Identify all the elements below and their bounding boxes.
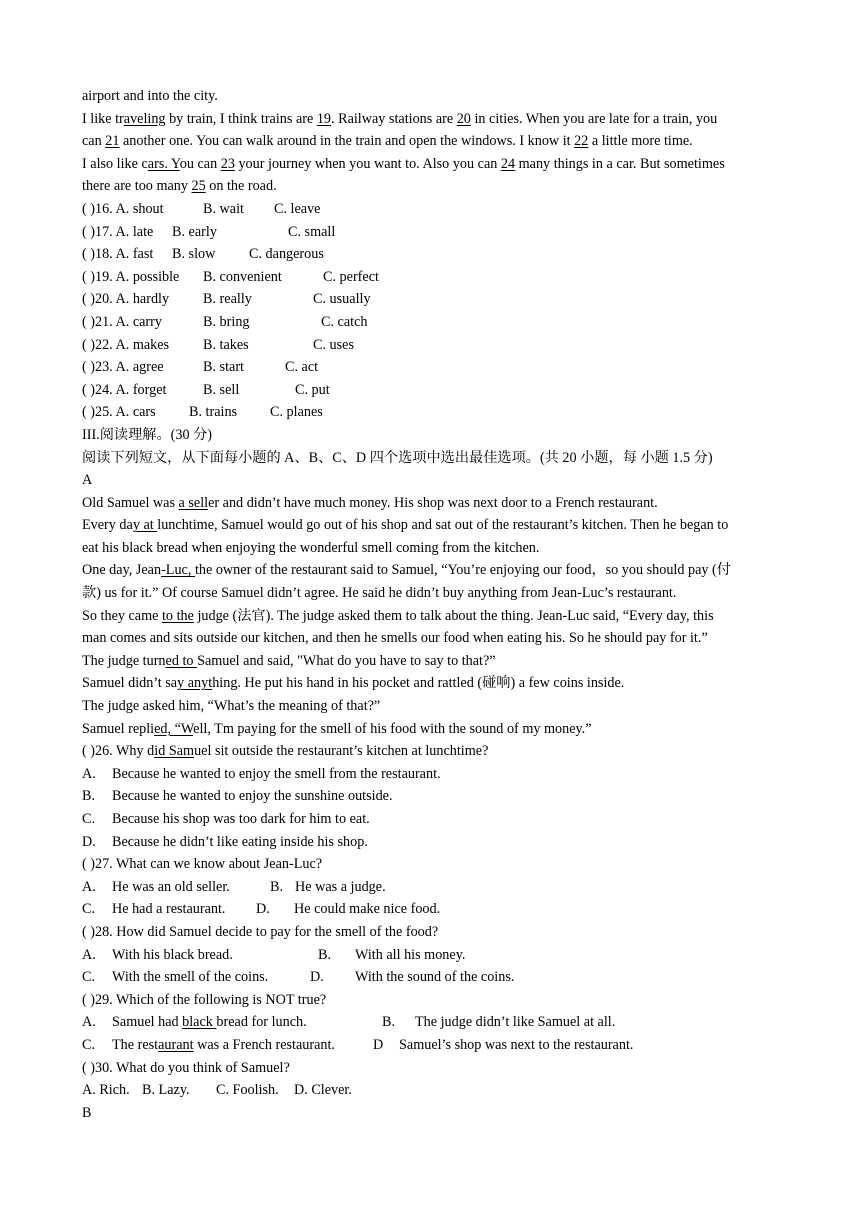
text: . Railway stations are xyxy=(331,110,457,127)
text: Samuel and said, "What do you have to say to that?” xyxy=(197,652,496,669)
reading-question: ( )28. How did Samuel decide to pay for the smell of the food? xyxy=(82,923,439,940)
underlined-text: id Sam xyxy=(154,743,195,760)
option-letter: C. xyxy=(82,969,96,986)
text: Every da xyxy=(82,517,133,534)
answer-option-row xyxy=(82,1011,782,1034)
option-letter: A. xyxy=(82,946,96,963)
answer-option xyxy=(82,785,782,808)
reading-question: ( )27. What can we know about Jean-Luc? xyxy=(82,856,323,873)
answer-option-row xyxy=(82,944,782,967)
text: ell, Tm paying for the smell of his food with the sound of my money.” xyxy=(193,720,592,737)
answer-option xyxy=(82,763,782,786)
option-b: B. really xyxy=(203,291,252,308)
underlined-text: ars. Y xyxy=(147,155,180,172)
underlined-text: black xyxy=(182,1014,217,1031)
option-c: C. act xyxy=(285,359,319,376)
text: Samuel didn’t sa xyxy=(82,675,178,692)
option-text: The judge didn’t like Samuel at all. xyxy=(415,1014,616,1031)
underlined-text: -Luc, xyxy=(161,562,195,579)
option-c: C. small xyxy=(288,223,336,240)
question-option-a: ( )22. A. makes xyxy=(82,336,170,353)
passage-line xyxy=(82,605,782,628)
passage-line: 款) us for it.” Of course Samuel didn’t agree. He said he didn’t buy anything from Jean-Luc’s restaurant. xyxy=(82,585,677,602)
option-b: B. early xyxy=(172,223,217,240)
option-text: He was an old seller. xyxy=(112,878,230,895)
option-c: C. catch xyxy=(321,313,368,330)
option-text: With the sound of the coins. xyxy=(355,969,515,986)
option-text: was a French restaurant. xyxy=(193,1036,335,1053)
answer-option xyxy=(82,808,782,831)
text: ( )26. Why d xyxy=(82,743,155,760)
passage-label: A xyxy=(82,472,93,489)
cloze-question xyxy=(82,356,782,379)
reading-question xyxy=(82,740,782,763)
text: I like tr xyxy=(82,110,124,127)
text: the owner of the restaurant said to Samuel, “You’re enjoying our food，so you should pay (付 xyxy=(194,562,731,579)
text: Old Samuel was xyxy=(82,494,179,511)
option-text: He was a judge. xyxy=(295,878,386,895)
option-letter: D. xyxy=(310,969,324,986)
passage-line xyxy=(82,492,782,515)
option-letter: A. xyxy=(82,765,96,782)
option-c: C. put xyxy=(295,381,330,398)
option-c: C. usually xyxy=(313,291,371,308)
option-b: B. takes xyxy=(203,336,249,353)
option-text: Because he wanted to enjoy the smell from the restaurant. xyxy=(112,765,441,782)
cloze-question xyxy=(82,243,782,266)
underlined-text: a sell xyxy=(178,494,209,511)
passage-line: airport and into the city. xyxy=(82,88,218,104)
question-option-a: ( )16. A. shout xyxy=(82,200,164,217)
option-letter: D xyxy=(373,1036,384,1053)
blank-number: 22 xyxy=(574,133,589,150)
option-text: With all his money. xyxy=(355,946,466,963)
cloze-question xyxy=(82,266,782,289)
answer-option-row xyxy=(82,898,782,921)
text: Samuel repli xyxy=(82,720,155,737)
text: So they came xyxy=(82,607,162,624)
option-text: Because his shop was too dark for him to eat. xyxy=(112,811,370,827)
answer-option xyxy=(82,831,782,854)
cloze-question xyxy=(82,401,782,424)
option-letter: B. xyxy=(382,1014,396,1031)
passage-line: man comes and sits outside our kitchen, and then he smells our food when eating his. So he should pay for it.” xyxy=(82,630,708,647)
text: The judge turn xyxy=(82,652,166,669)
option-text: With the smell of the coins. xyxy=(112,969,269,986)
reading-question: ( )30. What do you think of Samuel? xyxy=(82,1059,290,1076)
option-letter: A. xyxy=(82,878,96,895)
text: in cities. When you are late for a train, you xyxy=(470,110,718,127)
passage-line xyxy=(82,108,782,131)
underlined-text: ed, “W xyxy=(154,720,194,737)
option-text: Samuel’s shop was next to the restaurant. xyxy=(399,1036,634,1053)
section-instruction: 阅读下列短文，从下面每小题的 A、B、C、D 四个选项中选出最佳选项。(共 20 小题，每 小题 1.5 分) xyxy=(82,449,713,466)
option-text: bread for lunch. xyxy=(216,1014,307,1031)
option-b: B. slow xyxy=(172,246,216,263)
cloze-question xyxy=(82,288,782,311)
passage-line xyxy=(82,130,782,153)
question-option-a: ( )24. A. forget xyxy=(82,381,167,398)
option-letter: C. xyxy=(82,901,96,918)
blank-number: 23 xyxy=(220,155,235,172)
text: your journey when you want to. Also you can xyxy=(234,155,501,172)
option-c: C. Foolish. xyxy=(216,1082,279,1099)
blank-number: 25 xyxy=(191,178,206,195)
cloze-question xyxy=(82,221,782,244)
option-b: B. sell xyxy=(203,381,240,398)
option-letter: D. xyxy=(256,901,270,918)
option-letter: D. xyxy=(82,833,96,850)
passage-line xyxy=(82,175,782,198)
option-b: B. bring xyxy=(203,313,250,330)
text: many things in a car. But sometimes xyxy=(515,155,725,172)
option-text: He had a restaurant. xyxy=(112,901,226,918)
section-heading: III.阅读理解。(30 分) xyxy=(82,426,213,443)
option-text: The rest xyxy=(112,1036,159,1053)
exam-page xyxy=(82,85,782,1124)
underlined-text: y at xyxy=(132,517,158,534)
passage-label: B xyxy=(82,1104,92,1121)
text: another one. You can walk around in the train and open the windows. I know it xyxy=(119,133,575,150)
option-b: B. Lazy. xyxy=(142,1082,190,1099)
underlined-text: to the xyxy=(161,607,194,624)
option-letter: B. xyxy=(270,878,284,895)
text: there are too many xyxy=(82,178,192,195)
cloze-question xyxy=(82,379,782,402)
option-c: C. leave xyxy=(274,200,321,217)
cloze-question xyxy=(82,334,782,357)
option-d: D. Clever. xyxy=(294,1082,352,1099)
question-option-a: ( )20. A. hardly xyxy=(82,291,170,308)
blank-number: 24 xyxy=(500,155,516,172)
cloze-question xyxy=(82,198,782,221)
text: uel sit outside the restaurant’s kitchen at lunchtime? xyxy=(194,743,489,760)
blank-number: 20 xyxy=(456,110,471,127)
question-option-a: ( )18. A. fast xyxy=(82,246,154,263)
text: judge (法官). The judge asked them to talk about the thing. Jean-Luc said, “Every day, this xyxy=(193,607,714,624)
option-c: C. perfect xyxy=(323,268,379,285)
passage-line xyxy=(82,153,782,176)
underlined-text: aveling xyxy=(123,110,166,127)
text: a little more time. xyxy=(588,133,693,150)
text: One day, Jean xyxy=(82,562,162,579)
option-text: With his black bread. xyxy=(112,946,233,963)
option-letter: C. xyxy=(82,811,96,827)
option-c: C. uses xyxy=(313,336,354,353)
blank-number: 19 xyxy=(316,110,332,127)
text: lunchtime, Samuel would go out of his shop and sat out of the restaurant’s kitchen. Then he began to xyxy=(157,517,729,534)
question-option-a: ( )25. A. cars xyxy=(82,404,156,421)
option-letter: B. xyxy=(82,788,96,805)
option-a: A. Rich. xyxy=(82,1082,130,1099)
option-b: B. trains xyxy=(189,404,238,421)
blank-number: 21 xyxy=(105,133,120,150)
passage-line: The judge asked him, “What’s the meaning of that?” xyxy=(82,698,381,715)
underlined-text: ed to xyxy=(165,652,198,669)
option-text: Samuel had xyxy=(112,1014,183,1031)
text: I also like c xyxy=(82,155,148,172)
option-b: B. wait xyxy=(203,200,244,217)
option-b: B. start xyxy=(203,359,244,376)
underlined-text: aurant xyxy=(158,1036,194,1053)
text: ou can xyxy=(179,155,221,172)
option-text: Because he wanted to enjoy the sunshine outside. xyxy=(112,788,393,805)
passage-line xyxy=(82,718,782,741)
answer-option-row xyxy=(82,876,782,899)
question-option-a: ( )17. A. late xyxy=(82,223,154,240)
option-letter: C. xyxy=(82,1036,96,1053)
option-b: B. convenient xyxy=(203,268,282,285)
passage-line xyxy=(82,672,782,695)
passage-line xyxy=(82,650,782,673)
text: can xyxy=(82,133,106,150)
option-c: C. planes xyxy=(270,404,323,421)
passage-line: eat his black bread when enjoying the wonderful smell coming from the kitchen. xyxy=(82,539,540,556)
passage-line xyxy=(82,514,782,537)
reading-question: ( )29. Which of the following is NOT true? xyxy=(82,991,327,1008)
answer-option-row xyxy=(82,1034,782,1057)
question-option-a: ( )23. A. agree xyxy=(82,359,164,376)
text: hing. He put his hand in his pocket and rattled (碰响) a few coins inside. xyxy=(212,675,625,692)
cloze-question xyxy=(82,311,782,334)
text: on the road. xyxy=(205,178,277,195)
question-option-a: ( )21. A. carry xyxy=(82,313,162,330)
option-c: C. dangerous xyxy=(249,246,324,263)
question-option-a: ( )19. A. possible xyxy=(82,268,180,285)
option-text: Because he didn’t like eating inside his shop. xyxy=(112,833,368,850)
text: er and didn’t have much money. His shop was next door to a French restaurant. xyxy=(208,494,658,511)
answer-option-row xyxy=(82,966,782,989)
underlined-text: y anyt xyxy=(177,675,213,692)
option-text: He could make nice food. xyxy=(294,901,441,918)
passage-line xyxy=(82,559,782,582)
text: by train, I think trains are xyxy=(165,110,317,127)
option-letter: A. xyxy=(82,1014,96,1031)
answer-option-row xyxy=(82,1079,782,1102)
option-letter: B. xyxy=(318,946,332,963)
